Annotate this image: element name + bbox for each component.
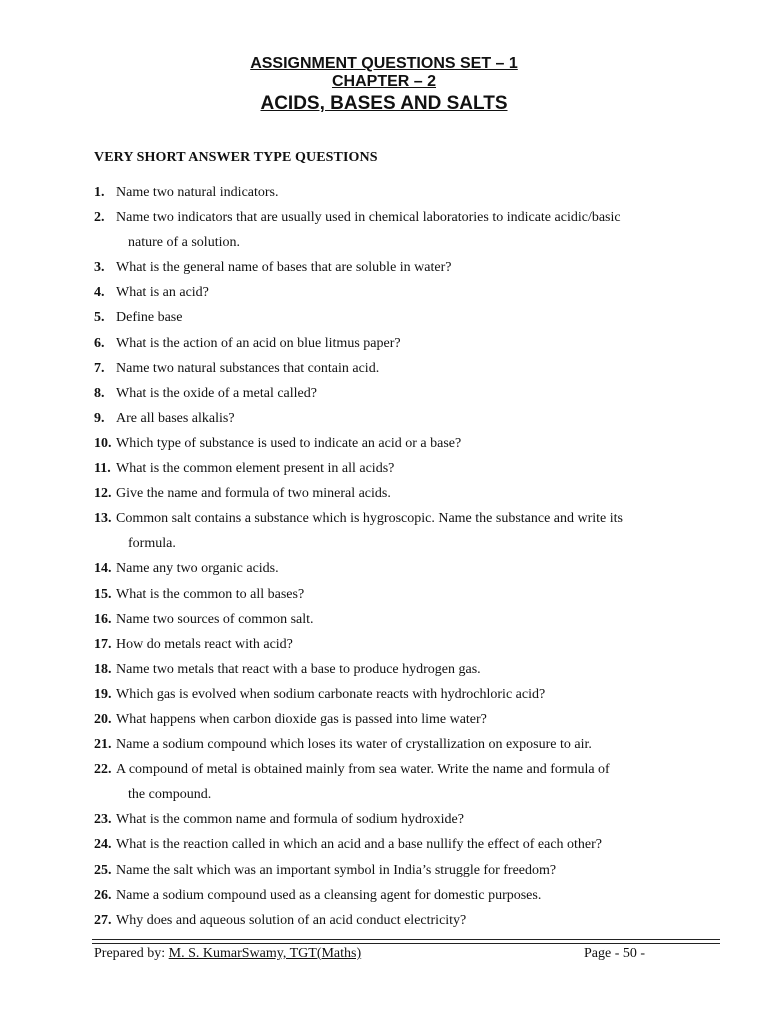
question-line: A compound of metal is obtained mainly from sea water. Write the name and formula of bbox=[116, 762, 610, 778]
question-text bbox=[116, 331, 694, 356]
question-text bbox=[116, 556, 694, 581]
question-continuation: nature of a solution. bbox=[128, 235, 240, 251]
question-number: 2. bbox=[94, 210, 105, 226]
question-line: Are all bases alkalis? bbox=[116, 410, 235, 426]
question-list bbox=[94, 180, 694, 933]
question-number: 10. bbox=[94, 435, 112, 451]
question-line: Give the name and formula of two mineral acids. bbox=[116, 486, 391, 502]
question-text bbox=[116, 883, 694, 908]
question-text bbox=[116, 280, 694, 305]
question-item bbox=[94, 732, 694, 757]
prepared-label: Prepared by: bbox=[94, 946, 169, 961]
question-line: What is the common name and formula of sodium hydroxide? bbox=[116, 812, 464, 828]
question-line: How do metals react with acid? bbox=[116, 636, 293, 652]
question-line: Name a sodium compound used as a cleansing agent for domestic purposes. bbox=[116, 887, 542, 903]
question-line: What is the common to all bases? bbox=[116, 586, 305, 602]
question-text bbox=[116, 832, 694, 857]
question-item bbox=[94, 883, 694, 908]
question-number: 16. bbox=[94, 611, 112, 627]
question-text bbox=[116, 506, 694, 556]
question-number: 20. bbox=[94, 711, 112, 727]
question-text bbox=[116, 607, 694, 632]
question-continuation: the compound. bbox=[128, 787, 212, 803]
question-number: 7. bbox=[94, 360, 105, 376]
question-text bbox=[116, 858, 694, 883]
question-item bbox=[94, 456, 694, 481]
question-number: 4. bbox=[94, 285, 105, 301]
question-text bbox=[116, 456, 694, 481]
question-text bbox=[116, 632, 694, 657]
question-line: Name a sodium compound which loses its water of crystallization on exposure to air. bbox=[116, 737, 592, 753]
footer-divider-bottom bbox=[92, 943, 720, 944]
question-text bbox=[116, 807, 694, 832]
question-number: 17. bbox=[94, 636, 112, 652]
question-item bbox=[94, 632, 694, 657]
question-text bbox=[116, 732, 694, 757]
question-line: What is the reaction called in which an acid and a base nullify the effect of each other? bbox=[116, 837, 603, 853]
question-number: 12. bbox=[94, 486, 112, 502]
question-number: 1. bbox=[94, 185, 105, 200]
question-line: What happens when carbon dioxide gas is passed into lime water? bbox=[116, 711, 487, 727]
question-line: What is the oxide of a metal called? bbox=[116, 385, 317, 401]
question-item bbox=[94, 205, 694, 255]
chapter-title: CHAPTER – 2 bbox=[331, 73, 437, 90]
question-line: Why does and aqueous solution of an acid conduct electricity? bbox=[116, 912, 467, 928]
question-number: 3. bbox=[94, 260, 105, 276]
question-number: 15. bbox=[94, 586, 112, 602]
question-item bbox=[94, 908, 694, 933]
question-text bbox=[116, 180, 694, 205]
question-text bbox=[116, 381, 694, 406]
question-number: 8. bbox=[94, 385, 105, 401]
question-number: 18. bbox=[94, 661, 112, 677]
question-line: Which type of substance is used to indicate an acid or a base? bbox=[116, 435, 462, 451]
question-item bbox=[94, 858, 694, 883]
question-text bbox=[116, 707, 694, 732]
question-number: 19. bbox=[94, 686, 112, 702]
question-number: 11. bbox=[94, 461, 111, 477]
question-number: 9. bbox=[94, 410, 105, 426]
footer-prepared-by bbox=[94, 946, 361, 962]
question-line: What is the general name of bases that are soluble in water? bbox=[116, 260, 452, 276]
question-text bbox=[116, 406, 694, 431]
question-number: 14. bbox=[94, 561, 112, 577]
question-number: 23. bbox=[94, 812, 112, 828]
question-number: 22. bbox=[94, 762, 112, 778]
question-text bbox=[116, 657, 694, 682]
question-line: Name two natural substances that contain acid. bbox=[116, 360, 380, 376]
question-text bbox=[116, 908, 694, 933]
question-item bbox=[94, 757, 694, 807]
question-item bbox=[94, 356, 694, 381]
question-item bbox=[94, 707, 694, 732]
question-line: Name two metals that react with a base to produce hydrogen gas. bbox=[116, 661, 481, 677]
question-text bbox=[116, 205, 694, 255]
question-number: 24. bbox=[94, 837, 112, 853]
question-line: Name two sources of common salt. bbox=[116, 611, 314, 627]
question-line: Define base bbox=[116, 310, 183, 326]
assignment-title: ASSIGNMENT QUESTIONS SET – 1 bbox=[250, 55, 518, 72]
question-text bbox=[116, 305, 694, 330]
question-item bbox=[94, 506, 694, 556]
question-item bbox=[94, 255, 694, 280]
question-item bbox=[94, 807, 694, 832]
author-name: M. S. KumarSwamy, TGT(Maths) bbox=[168, 946, 362, 961]
question-text bbox=[116, 356, 694, 381]
question-line: What is an acid? bbox=[116, 285, 209, 301]
question-line: Name two indicators that are usually used in chemical laboratories to indicate acidic/basic bbox=[116, 210, 621, 226]
question-item bbox=[94, 682, 694, 707]
question-line: Which gas is evolved when sodium carbonate reacts with hydrochloric acid? bbox=[116, 686, 546, 702]
question-text bbox=[116, 682, 694, 707]
topic-title: ACIDS, BASES AND SALTS bbox=[260, 93, 508, 114]
question-item bbox=[94, 331, 694, 356]
question-number: 13. bbox=[94, 511, 112, 527]
section-title: VERY SHORT ANSWER TYPE QUESTIONS bbox=[94, 150, 378, 165]
question-text bbox=[116, 582, 694, 607]
question-text bbox=[116, 431, 694, 456]
question-item bbox=[94, 305, 694, 330]
question-number: 5. bbox=[94, 310, 105, 326]
document-header bbox=[0, 55, 768, 115]
question-text bbox=[116, 481, 694, 506]
question-line: Common salt contains a substance which is hygroscopic. Name the substance and write its bbox=[116, 511, 624, 527]
question-item bbox=[94, 280, 694, 305]
page-number: Page - 50 - bbox=[584, 946, 646, 961]
question-item bbox=[94, 657, 694, 682]
question-number: 25. bbox=[94, 862, 112, 878]
question-item bbox=[94, 556, 694, 581]
question-item bbox=[94, 607, 694, 632]
question-continuation: formula. bbox=[128, 536, 176, 552]
question-line: What is the common element present in all acids? bbox=[116, 461, 395, 477]
question-number: 27. bbox=[94, 912, 112, 928]
question-item bbox=[94, 180, 694, 205]
question-item bbox=[94, 381, 694, 406]
question-item bbox=[94, 582, 694, 607]
question-line: What is the action of an acid on blue litmus paper? bbox=[116, 335, 401, 351]
question-number: 6. bbox=[94, 335, 105, 351]
question-text bbox=[116, 757, 694, 807]
question-item bbox=[94, 481, 694, 506]
question-line: Name any two organic acids. bbox=[116, 561, 279, 577]
question-number: 21. bbox=[94, 737, 112, 753]
footer-divider-top bbox=[92, 939, 720, 940]
question-text bbox=[116, 255, 694, 280]
question-item bbox=[94, 832, 694, 857]
question-number: 26. bbox=[94, 887, 112, 903]
question-item bbox=[94, 431, 694, 456]
question-line: Name the salt which was an important symbol in India’s struggle for freedom? bbox=[116, 862, 557, 878]
question-item bbox=[94, 406, 694, 431]
question-line: Name two natural indicators. bbox=[116, 185, 279, 200]
